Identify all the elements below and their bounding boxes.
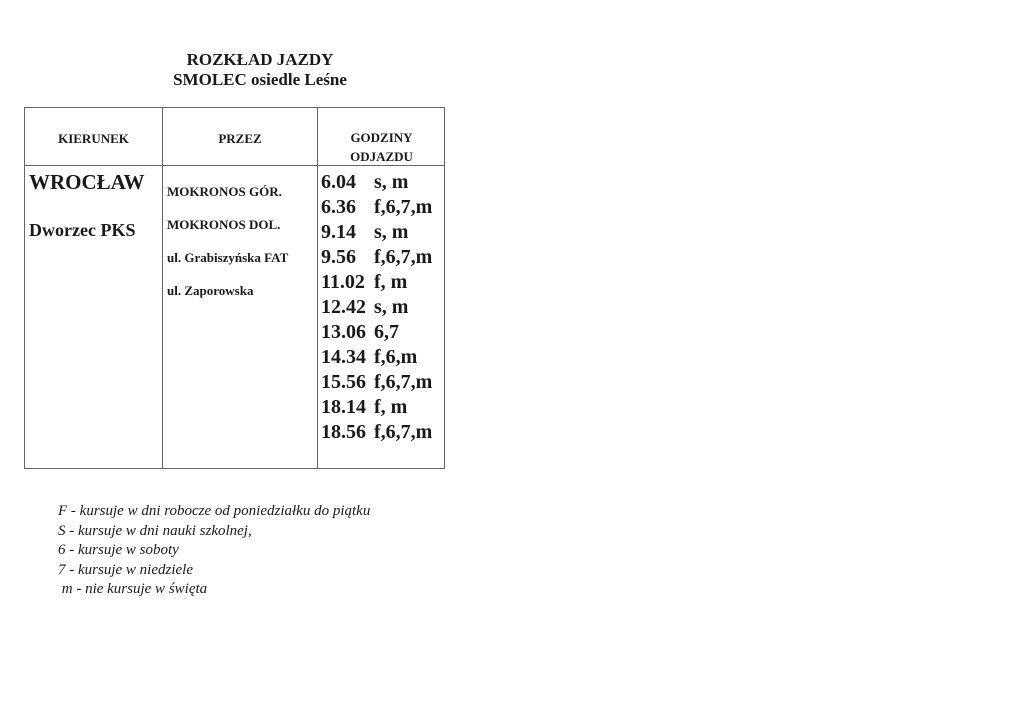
column-header-times-line1: GODZINY	[350, 130, 413, 145]
legend-item: 7 - kursuje w niedziele	[58, 561, 193, 578]
via-stop: MOKRONOS GÓR.	[167, 184, 282, 199]
departure-row	[321, 395, 445, 420]
departure-codes: s, m	[374, 171, 409, 193]
departure-time: 9.14	[321, 221, 356, 243]
via-stop: MOKRONOS DOL.	[167, 217, 281, 232]
legend-item: m - nie kursuje w święta	[58, 581, 208, 597]
departure-row	[321, 245, 445, 270]
page-subtitle: SMOLEC osiedle Leśne	[173, 70, 347, 89]
legend-item: S - kursuje w dni nauki szkolnej,	[58, 522, 252, 539]
departure-time: 6.04	[321, 171, 356, 193]
column-header-via: PRZEZ	[218, 131, 262, 146]
departure-time: 9.56	[321, 246, 356, 268]
legend-item: F - kursuje w dni robocze od poniedziałku do piątku	[58, 503, 371, 519]
departure-list	[321, 170, 445, 445]
departure-codes: s, m	[374, 221, 409, 243]
departure-codes: f, m	[374, 271, 408, 293]
column-divider	[162, 108, 163, 468]
direction-sub: Dworzec PKS	[29, 220, 136, 240]
departure-row	[321, 345, 445, 370]
departure-time: 11.02	[321, 271, 365, 293]
via-stop: ul. Grabiszyńska FAT	[167, 250, 289, 265]
direction-main: WROCŁAW	[29, 170, 145, 194]
timetable	[24, 107, 445, 469]
column-header-times	[318, 128, 445, 166]
via-list	[167, 183, 317, 315]
departure-time: 15.56	[321, 371, 366, 393]
departure-row	[321, 295, 445, 320]
departure-codes: f,6,7,m	[374, 421, 433, 443]
departure-codes: s, m	[374, 296, 409, 318]
departure-codes: f, m	[374, 396, 408, 418]
departure-codes: f,6,m	[374, 346, 418, 368]
page-title-block	[100, 50, 420, 90]
page-title: ROZKŁAD JAZDY	[186, 50, 334, 69]
legend-item: 6 - kursuje w soboty	[58, 542, 179, 558]
departure-row	[321, 195, 445, 220]
column-header-direction: KIERUNEK	[58, 131, 129, 146]
column-header-times-line2: ODJAZDU	[350, 149, 413, 164]
departure-row	[321, 420, 445, 445]
departure-time: 14.34	[321, 346, 366, 368]
departure-row	[321, 270, 445, 295]
departure-codes: f,6,7,m	[374, 246, 433, 268]
departure-time: 6.36	[321, 196, 356, 218]
departure-row	[321, 370, 445, 395]
departure-codes: 6,7	[374, 321, 399, 343]
departure-time: 13.06	[321, 321, 366, 343]
departure-time: 18.56	[321, 421, 366, 443]
via-stop: ul. Zaporowska	[167, 283, 254, 298]
departure-codes: f,6,7,m	[374, 196, 433, 218]
legend	[58, 502, 370, 600]
departure-row	[321, 220, 445, 245]
departure-time: 12.42	[321, 296, 366, 318]
departure-codes: f,6,7,m	[374, 371, 433, 393]
departure-time: 18.14	[321, 396, 366, 418]
departure-row	[321, 170, 445, 195]
departure-row	[321, 320, 445, 345]
